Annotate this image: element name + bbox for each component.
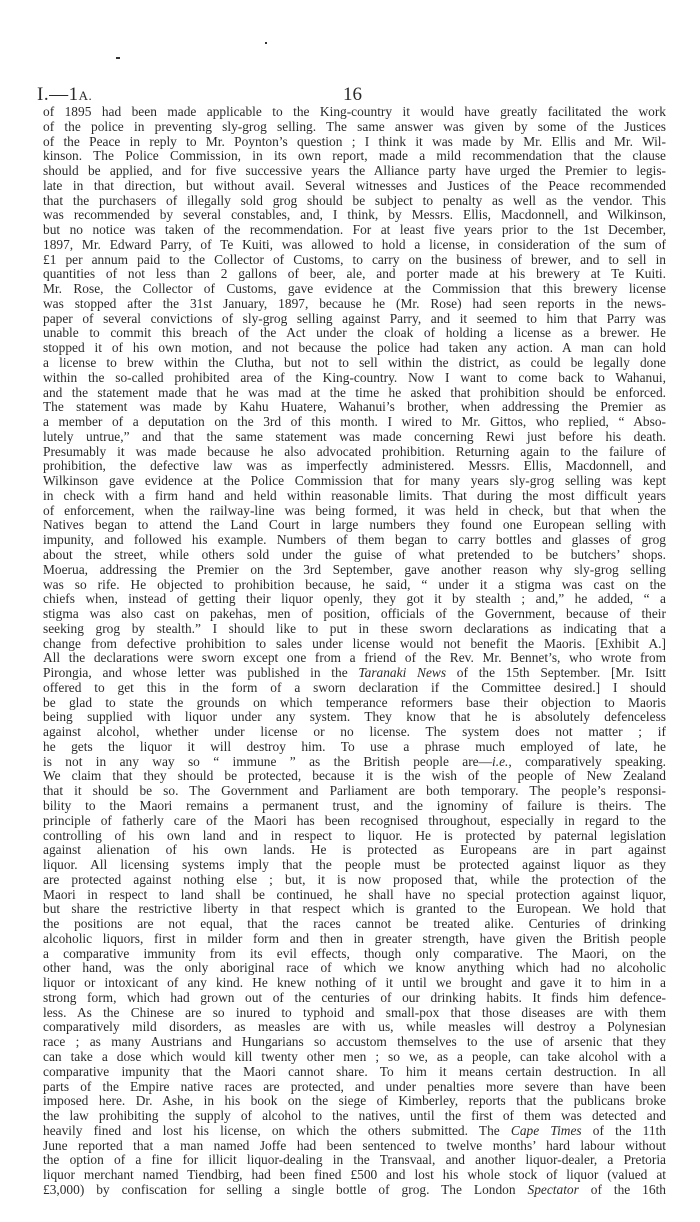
text-line bbox=[43, 755, 666, 770]
text-segment: 1897, Mr. Edward Parry, of Te Kuiti, was allowed to hold a license, in consideration of the sum of bbox=[43, 237, 666, 252]
text-segment: seeking grog by stealth.” I should like to put in these sworn declarations as indicating that a bbox=[43, 621, 666, 636]
text-segment: a license to brew within the Clutha, but not to sell within the district, as could be legally done bbox=[43, 356, 666, 371]
text-segment: liquor or intoxicant of any kind. He knew nothing of it until we brought and gave it to him in a bbox=[43, 976, 666, 991]
text-segment: of the 15th September. [Mr. Isitt bbox=[446, 666, 666, 681]
text-segment: heavily fined and lost his license, on which the others submitted. The bbox=[43, 1123, 511, 1138]
text-line bbox=[43, 208, 666, 223]
text-segment: comparatively mild disorders, as measles are with us, while measles will destroy a Polynesian bbox=[43, 1020, 666, 1035]
text-segment: unable to commit this breach of the Act under the cloak of holding a license as a brewer. He bbox=[43, 326, 666, 341]
text-segment: against alcohol, whether under license or no license. The system does not matter ; if bbox=[43, 725, 666, 740]
text-line bbox=[43, 223, 666, 238]
document-code-suffix: A. bbox=[78, 88, 93, 103]
text-line bbox=[43, 533, 666, 548]
text-line bbox=[43, 637, 666, 652]
text-segment: the positions are not equal, that the races cannot be treated alike. Centuries of drinking bbox=[43, 917, 666, 932]
text-segment: liquor merchant named Tiendbirg, had been fined £500 and lost his whole stock of liquor (valued at bbox=[43, 1168, 666, 1183]
text-line bbox=[43, 947, 666, 962]
text-segment: controlling of his own land and in respect to liquor. He is protected by paternal legislation bbox=[43, 828, 666, 843]
text-segment: was stopped after the 31st January, 1897, because he (Mr. Rose) had seen reports in the news- bbox=[43, 296, 666, 311]
text-segment: paper of several convictions of sly-grog selling against Parry, and it seemed to him that Parry was bbox=[43, 311, 666, 326]
text-segment: of enforcement, when the railway-line was being formed, it was held in check, but that when the bbox=[43, 503, 666, 518]
text-segment: offered to get this in the form of a sworn declaration if the Committee desired.] I should bbox=[43, 680, 666, 695]
text-segment: Presumably it was made because he also advocated prohibition. Returning again to the failure of bbox=[43, 444, 666, 459]
text-segment: lutely untrue,” and that the same statement was made concerning Rewi just before his death. bbox=[43, 429, 666, 444]
text-segment: £3,000) by confiscation for selling a single bottle of grog. The London bbox=[43, 1182, 528, 1197]
text-line bbox=[43, 1020, 666, 1035]
text-segment: he gets the liquor it will destroy him. To use a phrase much employed of late, he bbox=[43, 739, 666, 754]
text-line bbox=[43, 518, 666, 533]
text-line bbox=[43, 932, 666, 947]
text-segment: can take a dose which would kill twenty other men ; so we, as a people, can take alcohol with a bbox=[43, 1050, 666, 1064]
text-segment: less. As the Chinese are so inured to typhoid and small-pox that those diseases are with them bbox=[43, 1005, 666, 1020]
text-line bbox=[43, 769, 666, 784]
text-segment: and the statement made that he was mad at the time he asked that prohibition should be enforced. bbox=[43, 385, 666, 400]
text-segment: a comparative immunity from its evil effects, though only comparative. The Maori, on the bbox=[43, 946, 666, 961]
text-line bbox=[43, 1109, 666, 1124]
text-line bbox=[43, 548, 666, 563]
text-segment: principle of fatherly care of the Maori has been recognised throughout, especially in regard to the bbox=[43, 813, 666, 828]
text-segment: We claim that they should be protected, because it is the wish of the people of New Zealand bbox=[43, 769, 666, 784]
text-segment: imposed here. Dr. Ashe, in his book on the siege of Kimberley, reports that the publicans broke bbox=[43, 1094, 666, 1109]
text-segment: change from defective prohibition to sales under license would not benefit the Maoris. [Exhibit A.] bbox=[43, 636, 666, 651]
text-segment: , comparatively speaking. bbox=[508, 754, 666, 769]
text-line bbox=[43, 873, 666, 888]
text-segment: Maori in respect to land shall be continued, he shall have no special protection against liquor, bbox=[43, 887, 666, 902]
text-segment: against alienation of his own lands. He is protected as Europeans are in part against bbox=[43, 843, 666, 858]
text-segment: of the police in preventing sly-grog selling. The same answer was given by some of the Justices bbox=[43, 119, 666, 134]
text-line bbox=[43, 400, 666, 415]
text-line bbox=[43, 504, 666, 519]
text-segment: comparative impunity that the Maori cannot share. To him it means certain destruction. In all bbox=[43, 1064, 666, 1079]
text-line bbox=[43, 297, 666, 312]
text-line bbox=[43, 253, 666, 268]
text-segment: stigma was also cast on pakehas, men of position, officials of the Government, because of their bbox=[43, 607, 666, 622]
text-segment: the law prohibiting the supply of alcohol to the natives, until the first of them was detected and bbox=[43, 1109, 666, 1124]
scan-speck bbox=[265, 42, 267, 44]
text-segment: parts of the Empire native races are protected, and under penalties more severe than have been bbox=[43, 1079, 666, 1094]
text-line bbox=[43, 459, 666, 474]
text-segment: the option of a fine for illicit liquor-dealing in the Transvaal, and another liquor-dealer, a Pretoria bbox=[43, 1153, 666, 1168]
text-line bbox=[43, 1035, 666, 1050]
text-line bbox=[43, 902, 666, 917]
text-segment: Pirongia, and whose letter was published in the bbox=[43, 666, 359, 681]
text-line bbox=[43, 578, 666, 593]
italic-title: Spectator bbox=[527, 1182, 579, 1197]
text-line bbox=[43, 976, 666, 991]
text-line bbox=[43, 1153, 666, 1168]
text-segment: liquor. All licensing systems imply that the people must be protected against liquor as they bbox=[43, 858, 666, 873]
text-line bbox=[43, 164, 666, 179]
text-segment: £1 per annum paid to the Collector of Customs, to carry on the business of brewer, and to sell in bbox=[43, 252, 666, 267]
text-line bbox=[43, 326, 666, 341]
text-segment: was so rife. He objected to prohibition because, he said, “ under it a stigma was cast on the bbox=[43, 577, 666, 592]
text-line bbox=[43, 238, 666, 253]
text-line bbox=[43, 282, 666, 297]
text-line bbox=[43, 858, 666, 873]
text-line bbox=[43, 592, 666, 607]
text-segment: bility to the Maori remains a permanent trust, and the ignominy of failure is theirs. The bbox=[43, 798, 666, 813]
text-line bbox=[43, 888, 666, 903]
text-segment: was recommended by several constables, and, I think, by Messrs. Ellis, Macdonnell, and Wilkinson, bbox=[43, 208, 666, 223]
text-segment: late in that direction, but without avail. Several witnesses and Justices of the Peace recommended bbox=[43, 178, 666, 193]
text-line bbox=[43, 1168, 666, 1183]
text-line bbox=[43, 710, 666, 725]
text-line bbox=[43, 135, 666, 150]
text-line bbox=[43, 961, 666, 976]
text-line bbox=[43, 563, 666, 578]
text-line bbox=[43, 1006, 666, 1021]
text-segment: that the purchasers of illegally sold grog should be subject to penalty as well as the vendor. This bbox=[43, 193, 666, 208]
text-segment: being supplied with liquor under any system. They know that he is absolutely defenceless bbox=[43, 710, 666, 725]
text-segment: of 1895 had been made applicable to the King-country it would have greatly facilitated the work bbox=[43, 105, 666, 119]
document-code-main: I.—1 bbox=[37, 84, 79, 105]
text-segment: but share the restrictive liberty in that respect which is granted to the European. We hold that bbox=[43, 902, 666, 917]
text-line bbox=[43, 681, 666, 696]
text-line bbox=[43, 1183, 666, 1198]
text-line bbox=[43, 415, 666, 430]
text-segment: of the 16th bbox=[578, 1182, 666, 1197]
text-line bbox=[43, 489, 666, 504]
text-segment: impunity, and followed his example. Numbers of them began to carry bottles and glasses of grog bbox=[43, 533, 666, 548]
text-segment: of the Peace in reply to Mr. Poynton’s question ; I think it was made by Mr. Ellis and Mr. Wil- bbox=[43, 134, 666, 149]
italic-title: i.e. bbox=[492, 754, 509, 769]
text-segment: other hand, was the only aboriginal race of which we know anything which had no alcoholic bbox=[43, 961, 666, 976]
text-line bbox=[43, 474, 666, 489]
text-line bbox=[43, 179, 666, 194]
text-segment: but no notice was taken of the recommendation. For at least five years prior to the 1st December, bbox=[43, 223, 666, 238]
text-line bbox=[43, 430, 666, 445]
text-line bbox=[43, 814, 666, 829]
text-line bbox=[43, 607, 666, 622]
text-segment: about the street, while others sold under the guise of what pretended to be butchers’ shops. bbox=[43, 547, 666, 562]
text-segment: of the 11th bbox=[581, 1123, 666, 1138]
text-line bbox=[43, 725, 666, 740]
text-line bbox=[43, 799, 666, 814]
text-segment: should be applied, and for five successive years the Alliance party have urged the Premier to legis- bbox=[43, 164, 666, 179]
text-line bbox=[43, 149, 666, 164]
text-line bbox=[43, 445, 666, 460]
scan-dash bbox=[116, 57, 120, 59]
text-segment: is not in any way so “ immune ” as the British people are— bbox=[43, 754, 492, 769]
text-segment: June reported that a man named Joffe had been sentenced to twelve months’ hard labour without bbox=[43, 1138, 666, 1153]
italic-title: Taranaki News bbox=[358, 666, 447, 681]
text-line bbox=[43, 105, 666, 120]
text-segment: stopped it of his own motion, and not because the police had taken any action. A man can hold bbox=[43, 341, 666, 356]
text-line bbox=[43, 356, 666, 371]
text-segment: All the declarations were sworn except one from a friend of the Rev. Mr. Bennet’s, who wrote from bbox=[43, 651, 666, 666]
text-line bbox=[43, 1050, 666, 1065]
text-segment: alcoholic liquors, first in milder form and then in greater strength, have given the British people bbox=[43, 931, 666, 946]
text-segment: quantities of not less than 2 gallons of beer, ale, and porter made at his brewery at Te Kuiti. bbox=[43, 267, 666, 282]
italic-title: Cape Times bbox=[510, 1123, 582, 1138]
text-line bbox=[43, 829, 666, 844]
text-line bbox=[43, 696, 666, 711]
text-line bbox=[43, 1094, 666, 1109]
text-line bbox=[43, 622, 666, 637]
text-line bbox=[43, 991, 666, 1006]
text-line bbox=[43, 843, 666, 858]
text-line bbox=[43, 1139, 666, 1154]
text-segment: Moerua, addressing the Premier on the 3rd September, gave another reason why sly-grog selling bbox=[43, 562, 666, 577]
text-line bbox=[43, 194, 666, 209]
text-segment: Natives began to attend the Land Court in large numbers they found one European selling with bbox=[43, 518, 666, 533]
text-line bbox=[43, 341, 666, 356]
text-segment: kinson. The Police Commission, in its own report, made a mild recommendation that the clause bbox=[43, 149, 666, 164]
page-number: 16 bbox=[343, 84, 362, 105]
text-line bbox=[43, 651, 666, 666]
document-code bbox=[37, 84, 92, 106]
text-segment: Wilkinson gave evidence at the Police Commission that for many years sly-grog selling was kept bbox=[43, 474, 666, 489]
text-line bbox=[43, 386, 666, 401]
text-segment: Mr. Rose, the Collector of Customs, gave evidence at the Commission that this brewery license bbox=[43, 282, 666, 297]
text-segment: chiefs when, instead of getting their liquor openly, they got it by stealth ; and,” he added, “ a bbox=[43, 592, 666, 607]
text-line bbox=[43, 1065, 666, 1080]
text-segment: strong form, which had grown out of the centuries of our drinking habits. It finds him defence- bbox=[43, 990, 666, 1005]
body-text bbox=[43, 105, 666, 1198]
text-segment: within the so-called prohibited area of the King-country. Now I want to come back to Wahanui, bbox=[43, 370, 666, 385]
text-segment: are protected against nothing else ; but, it is now proposed that, while the protection of the bbox=[43, 872, 666, 887]
text-line bbox=[43, 784, 666, 799]
text-line bbox=[43, 312, 666, 327]
text-segment: a member of a deputation on the 3rd of this month. I wired to Mr. Gittos, who replied, “ Abso- bbox=[43, 415, 666, 430]
text-segment: that it should be so. The Government and Parliament are both temporary. The people’s responsi- bbox=[43, 784, 666, 799]
text-line bbox=[43, 740, 666, 755]
text-segment: prohibition, the defective law was as imperfectly administered. Messrs. Ellis, Macdonnell, and bbox=[43, 459, 666, 474]
text-line bbox=[43, 267, 666, 282]
text-line bbox=[43, 120, 666, 135]
text-segment: The statement was made by Kahu Huatere, Wahanui’s brother, when addressing the Premier as bbox=[43, 400, 666, 415]
text-line bbox=[43, 371, 666, 386]
text-segment: race ; as many Austrians and Hungarians so accustom themselves to the use of arsenic that they bbox=[43, 1035, 666, 1050]
text-line bbox=[43, 666, 666, 681]
text-line bbox=[43, 917, 666, 932]
text-segment: in check with a firm hand and held within reasonable limits. That during the most difficult years bbox=[43, 488, 666, 503]
text-segment: be glad to state the grounds on which temperance reformers base their objection to Maoris bbox=[43, 695, 666, 710]
text-line bbox=[43, 1124, 666, 1139]
text-line bbox=[43, 1080, 666, 1095]
